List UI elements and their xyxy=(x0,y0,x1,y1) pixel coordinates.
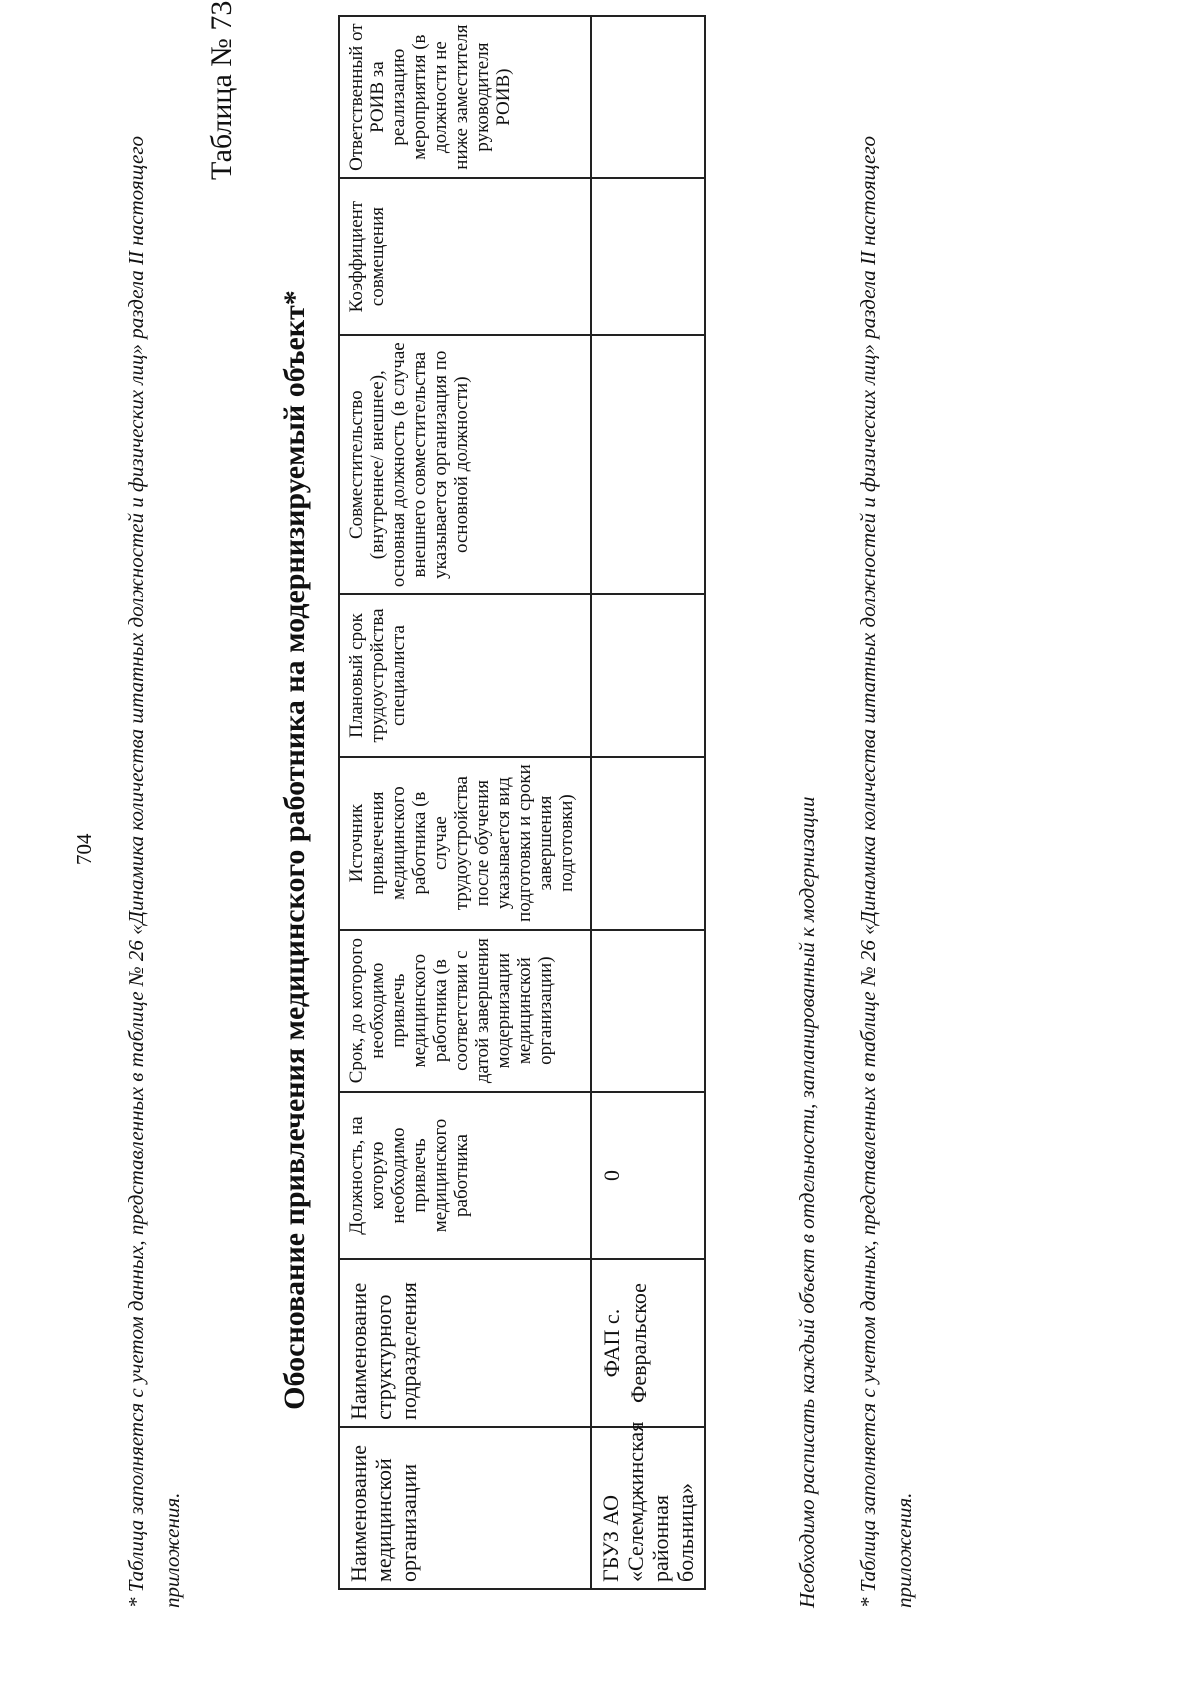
cell-responsible xyxy=(591,16,705,178)
header-position: Должность, на которую необходимо привлечь медицинского работника xyxy=(339,1092,591,1260)
header-unit: Наименование структурного подразделения xyxy=(339,1259,591,1427)
header-responsible: Ответственный от РОИВ за реализацию мероприятия (в должности не ниже заместителя руководителя РОИВ) xyxy=(339,16,591,178)
cell-combination xyxy=(591,335,705,594)
footnote-bottom: * Таблица заполняется с учетом данных, представленных в таблице № 26 «Динамика количества штатных должностей и физических лиц» раздела II настоящего приложения. xyxy=(856,135,916,1608)
cell-position: 0 xyxy=(591,1092,705,1260)
table-header-row xyxy=(339,16,591,1589)
header-source: Источник привлечения медицинского работника (в случае трудоустройства после обучения указывается вид подготовки и сроки завершения подготовки) xyxy=(339,757,591,930)
header-deadline: Срок, до которого необходимо привлечь медицинского работника (в соответствии с датой завершения модернизации медицинской организации) xyxy=(339,930,591,1092)
header-combination: Совместительство (внутреннее/ внешнее), основная должность (в случае внешнего совместительства указывается организация по основной должности) xyxy=(339,335,591,594)
footnote-top: * Таблица заполняется с учетом данных, представленных в таблице № 26 «Динамика количества штатных должностей и физических лиц» раздела II настоящего приложения. xyxy=(124,135,184,1608)
justification-table xyxy=(338,15,706,1590)
cell-deadline xyxy=(591,930,705,1092)
header-planned-date: Плановый срок трудоустройства специалиста xyxy=(339,594,591,756)
table-label: Таблица № 73 xyxy=(205,0,238,180)
cell-source xyxy=(591,757,705,930)
modernization-note: Необходимо расписать каждый объект в отдельности, запланированный к модернизации xyxy=(795,796,819,1608)
header-coefficient: Коэффициент совмещения xyxy=(339,178,591,335)
table-row xyxy=(591,16,705,1589)
page-number: 704 xyxy=(72,833,96,865)
cell-coefficient xyxy=(591,178,705,335)
cell-unit: ФАП с. Февральское xyxy=(591,1259,705,1427)
cell-planned-date xyxy=(591,594,705,756)
cell-organization: ГБУЗ АО «Селемджинская районная больница» xyxy=(591,1427,705,1589)
header-organization: Наименование медицинской организации xyxy=(339,1427,591,1589)
table-title: Обоснование привлечения медицинского работника на модернизируемый объект* xyxy=(278,290,311,1410)
